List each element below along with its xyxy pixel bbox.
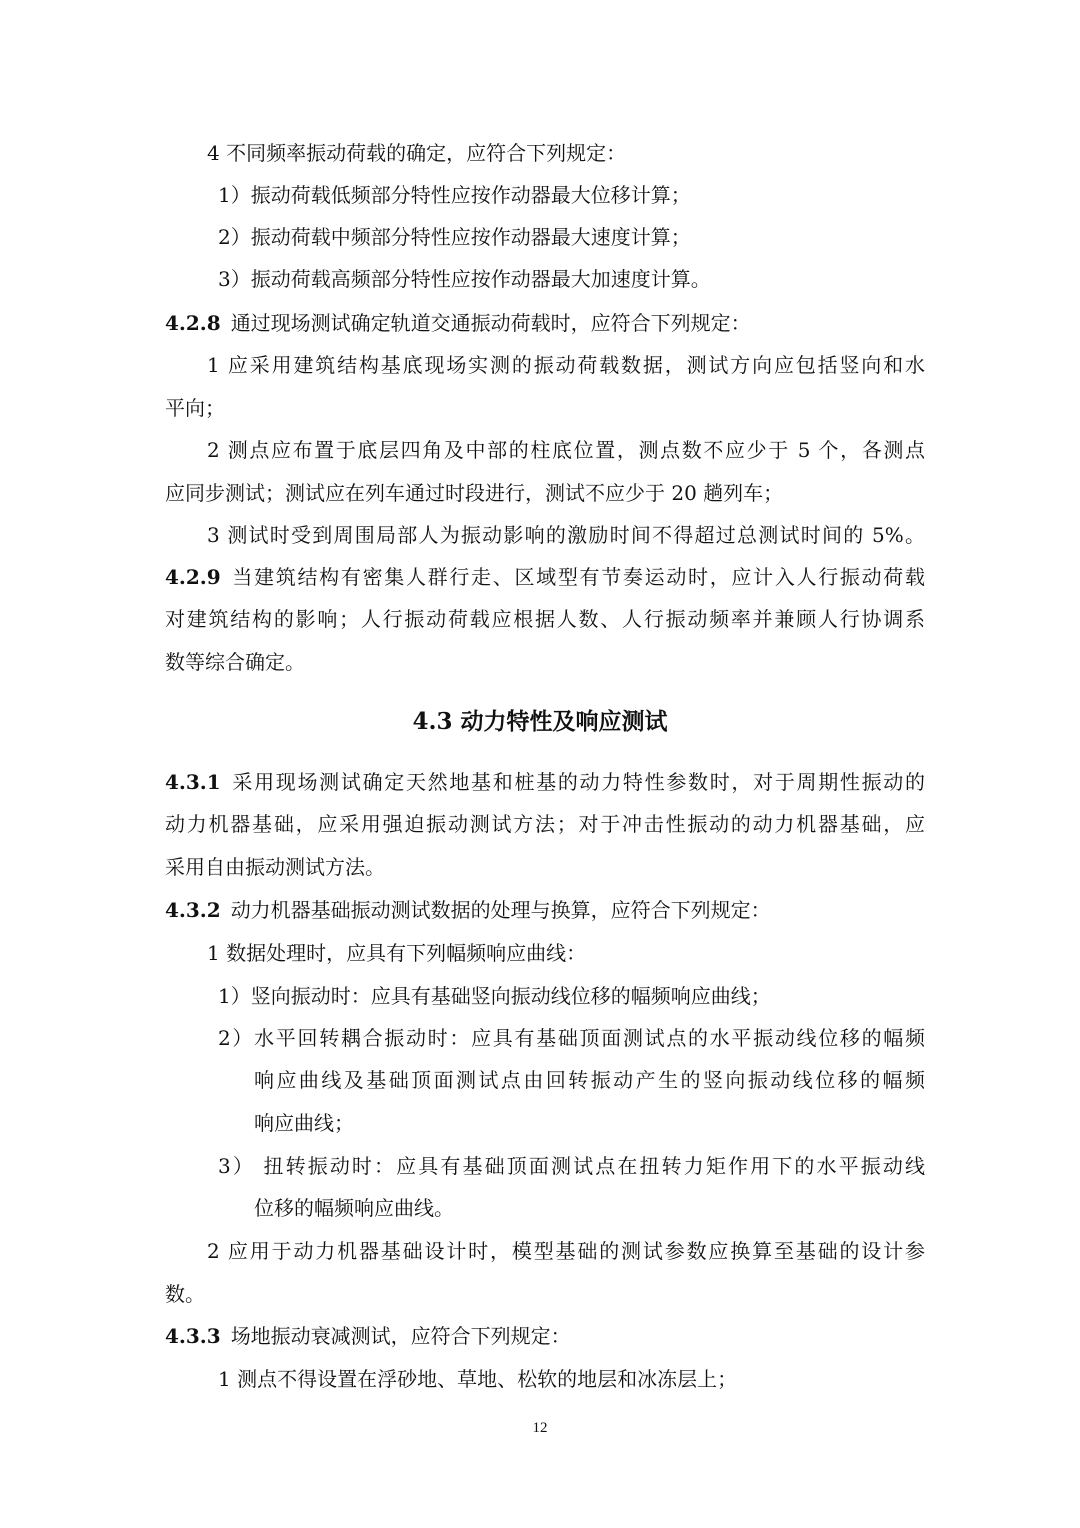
clause-4-2-8-item-2-line-2: 应同步测试；测试应在列车通过时段进行，测试不应少于 20 趟列车；: [165, 481, 784, 505]
clause-4-3-2-item-2-line-1: 2 应用于动力机器基础设计时，模型基础的测试参数应换算至基础的设计参: [207, 1239, 925, 1263]
clause-4-2-8-item-3: 3 测试时受到周围局部人为振动影响的激励时间不得超过总测试时间的 5%。: [207, 523, 925, 547]
clause-4-3-2-item-1-2-line-1: 2）水平回转耦合振动时：应具有基础顶面测试点的水平振动线位移的幅频: [218, 1026, 925, 1050]
item-4-title: 4 不同频率振动荷载的确定，应符合下列规定：: [207, 141, 627, 165]
clause-4-2-9-line-1: [165, 562, 925, 592]
clause-4-3-2: [165, 895, 925, 925]
clause-4-3-3-item-1: 1 测点不得设置在浮砂地、草地、松软的地层和冰冻层上；: [218, 1367, 738, 1391]
clause-text: 采用现场测试确定天然地基和桩基的动力特性参数时，对于周期性振动的: [230, 770, 925, 794]
clause-number: 4.3.1: [165, 770, 221, 794]
clause-4-3-2-item-1-1: 1）竖向振动时：应具有基础竖向振动线位移的幅频响应曲线；: [218, 984, 771, 1008]
clause-text: 通过现场测试确定轨道交通振动荷载时，应符合下列规定：: [230, 311, 751, 335]
clause-4-3-3: [165, 1321, 925, 1351]
clause-4-3-2-item-1-3-line-2: 位移的幅频响应曲线。: [254, 1196, 454, 1220]
clause-text: 动力机器基础振动测试数据的处理与换算，应符合下列规定：: [230, 898, 771, 922]
clause-number: 4.3.3: [165, 1324, 221, 1348]
clause-4-3-1-line-1: [165, 767, 925, 797]
clause-number: 4.2.9: [165, 565, 221, 589]
item-4-1: 1）振动荷载低频部分特性应按作动器最大位移计算；: [218, 183, 691, 207]
clause-4-2-8-item-1-line-1: 1 应采用建筑结构基底现场实测的振动荷载数据，测试方向应包括竖向和水: [207, 353, 925, 377]
clause-4-2-8-item-1-line-2: 平向；: [165, 396, 225, 420]
clause-text: 场地振动衰减测试，应符合下列规定：: [230, 1324, 571, 1348]
page-number: 12: [532, 1420, 548, 1436]
clause-4-3-2-item-1-3-line-1: 3） 扭转振动时：应具有基础顶面测试点在扭转力矩作用下的水平振动线: [218, 1154, 925, 1178]
clause-4-2-9-line-2: 对建筑结构的影响；人行振动荷载应根据人数、人行振动频率并兼顾人行协调系: [165, 607, 925, 631]
clause-4-3-2-item-1: 1 数据处理时，应具有下列幅频响应曲线：: [207, 941, 587, 965]
clause-4-3-1-line-2: 动力机器基础，应采用强迫振动测试方法；对于冲击性振动的动力机器基础，应: [165, 812, 925, 836]
clause-text: 当建筑结构有密集人群行走、区域型有节奏运动时，应计入人行振动荷载: [230, 565, 925, 589]
clause-4-3-2-item-1-2-line-2: 响应曲线及基础顶面测试点由回转振动产生的竖向振动线位移的幅频: [254, 1068, 925, 1092]
item-4-3: 3）振动荷载高频部分特性应按作动器最大加速度计算。: [218, 267, 711, 291]
clause-4-2-8-item-2-line-1: 2 测点应布置于底层四角及中部的柱底位置，测点数不应少于 5 个，各测点: [207, 438, 925, 462]
clause-4-2-8: [165, 308, 925, 338]
clause-4-3-2-item-2-line-2: 数。: [165, 1282, 205, 1306]
clause-4-3-2-item-1-2-line-3: 响应曲线；: [254, 1111, 354, 1135]
clause-4-2-9-line-3: 数等综合确定。: [165, 650, 305, 674]
clause-number: 4.3.2: [165, 898, 221, 922]
item-4-2: 2）振动荷载中频部分特性应按作动器最大速度计算；: [218, 225, 691, 249]
clause-4-3-1-line-3: 采用自由振动测试方法。: [165, 855, 385, 879]
clause-number: 4.2.8: [165, 311, 221, 335]
section-heading: 4.3 动力特性及响应测试: [412, 708, 668, 735]
